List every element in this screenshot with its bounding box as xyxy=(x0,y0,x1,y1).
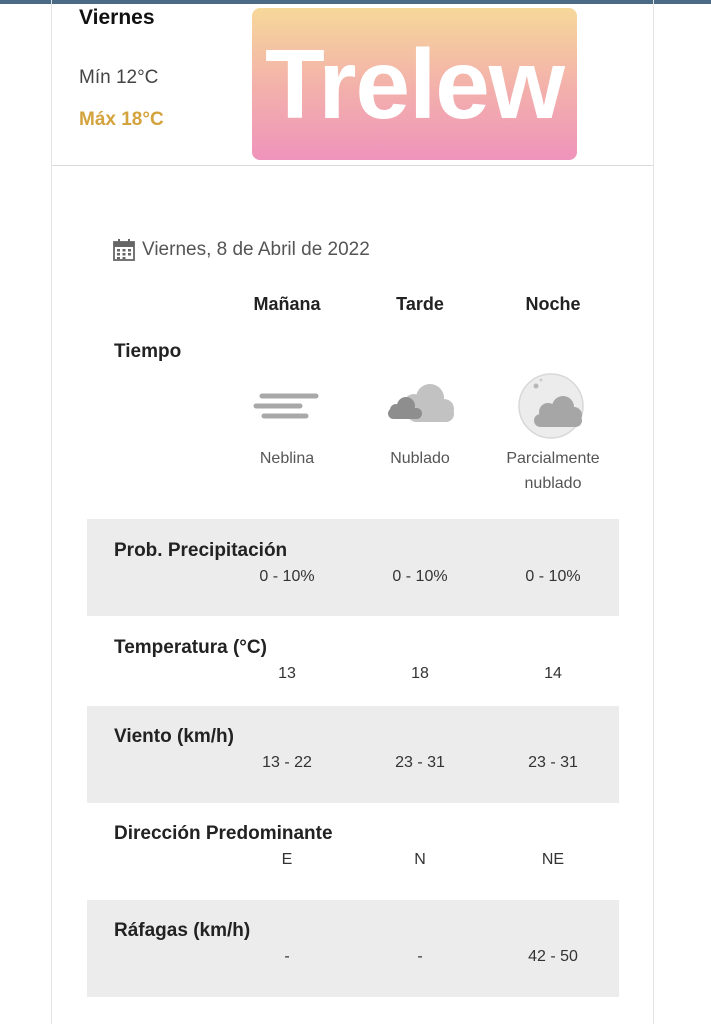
condition-morning xyxy=(217,446,357,471)
condition-night xyxy=(483,446,623,496)
column-afternoon: Tarde xyxy=(396,294,444,314)
precipitation-label: Prob. Precipitación xyxy=(114,540,288,561)
city-name: Trelew xyxy=(264,29,565,139)
temperature-night: 14 xyxy=(544,665,562,682)
direction-afternoon: N xyxy=(414,851,426,868)
direction-night: NE xyxy=(541,851,565,868)
condition-afternoon xyxy=(350,446,490,471)
condition-night-text-line2: nublado xyxy=(524,475,582,492)
precipitation-row xyxy=(87,519,619,616)
wind-row xyxy=(87,706,619,803)
header-divider xyxy=(52,165,653,166)
gusts-afternoon: - xyxy=(417,948,423,965)
gusts-row xyxy=(87,900,619,997)
forecast-date xyxy=(112,237,370,263)
fog-icon xyxy=(252,372,322,428)
gusts-label: Ráfagas (km/h) xyxy=(114,920,251,941)
gusts-morning: - xyxy=(284,948,290,965)
max-temperature: Máx 18°C xyxy=(79,109,164,130)
cloud-icon xyxy=(384,372,458,432)
calendar-icon xyxy=(112,238,136,262)
precipitation-night: 0 - 10% xyxy=(525,568,581,585)
partly-cloudy-night-icon xyxy=(516,372,588,444)
min-temperature: Mín 12°C xyxy=(79,67,159,88)
forecast-date-text: Viernes, 8 de Abril de 2022 xyxy=(142,239,370,260)
weather-row-label: Tiempo xyxy=(114,341,182,362)
temperature-row xyxy=(87,616,619,706)
wind-morning: 13 - 22 xyxy=(262,754,312,771)
condition-morning-text: Neblina xyxy=(259,450,315,467)
direction-row xyxy=(87,803,619,900)
wind-afternoon: 23 - 31 xyxy=(395,754,445,771)
temperature-label: Temperatura (°C) xyxy=(114,637,267,658)
direction-morning: E xyxy=(281,851,293,868)
wind-night: 23 - 31 xyxy=(528,754,578,771)
direction-label: Dirección Predominante xyxy=(114,823,333,844)
condition-night-text-line1: Parcialmente xyxy=(506,450,600,467)
column-morning: Mañana xyxy=(253,294,321,314)
city-banner xyxy=(252,8,577,160)
day-name: Viernes xyxy=(79,6,155,29)
gusts-night: 42 - 50 xyxy=(528,948,578,965)
precipitation-morning: 0 - 10% xyxy=(259,568,315,585)
forecast-card xyxy=(51,0,654,1024)
condition-afternoon-text: Nublado xyxy=(390,450,450,467)
temperature-afternoon: 18 xyxy=(411,665,429,682)
temperature-morning: 13 xyxy=(278,665,296,682)
precipitation-afternoon: 0 - 10% xyxy=(392,568,448,585)
wind-label: Viento (km/h) xyxy=(114,726,234,747)
column-night: Noche xyxy=(525,294,581,314)
